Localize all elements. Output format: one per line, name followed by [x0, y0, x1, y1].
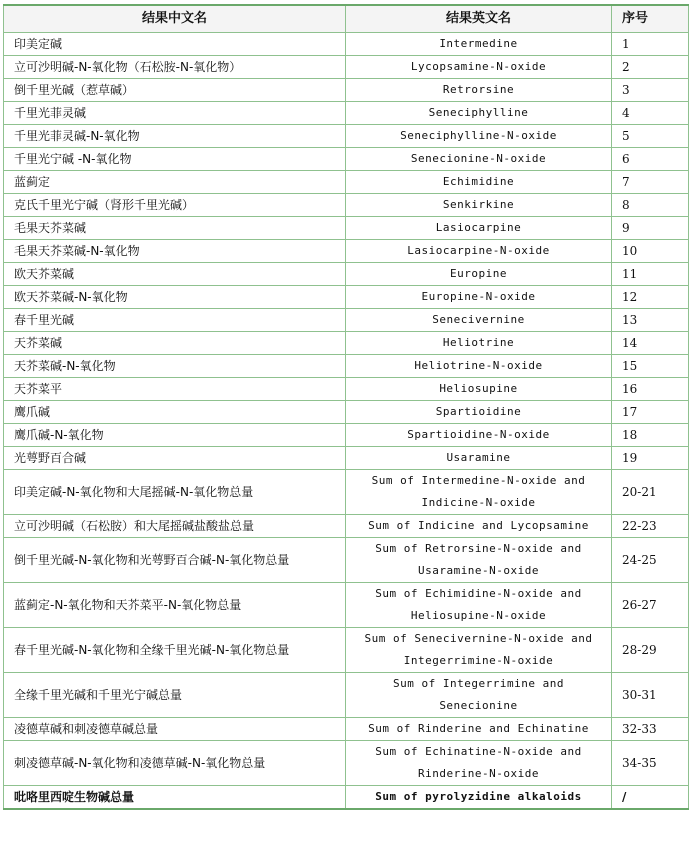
english-name-cell: Sum of Rinderine and Echinatine: [346, 718, 612, 741]
table-row: [4, 538, 689, 583]
serial-number-cell: 1: [612, 33, 689, 56]
english-name-cell: Senecionine-N-oxide: [346, 148, 612, 171]
english-name-cell: Lasiocarpine: [346, 217, 612, 240]
english-name-cell: Senecivernine: [346, 309, 612, 332]
table-row: [4, 56, 689, 79]
serial-number-cell: 18: [612, 424, 689, 447]
chinese-name-cell: 蓝蓟定: [4, 171, 346, 194]
english-name-cell: Heliotrine: [346, 332, 612, 355]
chinese-name-cell: 春千里光碱: [4, 309, 346, 332]
english-name-cell: Seneciphylline-N-oxide: [346, 125, 612, 148]
serial-number-cell: 19: [612, 447, 689, 470]
english-name-cell: Lycopsamine-N-oxide: [346, 56, 612, 79]
serial-number-cell: 16: [612, 378, 689, 401]
table-row: [4, 240, 689, 263]
serial-number-cell: 17: [612, 401, 689, 424]
table-row: [4, 424, 689, 447]
english-name-cell: Senkirkine: [346, 194, 612, 217]
table-row: [4, 217, 689, 240]
table-row: [4, 148, 689, 171]
english-name-cell: Sum of Intermedine-N-oxide and Indicine-N-oxide: [346, 470, 612, 515]
english-name-cell: Heliotrine-N-oxide: [346, 355, 612, 378]
serial-number-cell: 11: [612, 263, 689, 286]
table-row: [4, 263, 689, 286]
chinese-name-cell: 鹰爪碱: [4, 401, 346, 424]
chinese-name-cell: 刺凌德草碱-N-氧化物和凌德草碱-N-氧化物总量: [4, 741, 346, 786]
serial-number-cell: 7: [612, 171, 689, 194]
english-name-cell: Sum of Integerrimine and Senecionine: [346, 673, 612, 718]
english-name-cell: Europine-N-oxide: [346, 286, 612, 309]
table-row: [4, 332, 689, 355]
chinese-name-cell: 凌德草碱和刺凌德草碱总量: [4, 718, 346, 741]
english-name-cell: Sum of Indicine and Lycopsamine: [346, 515, 612, 538]
chinese-name-cell: 欧天芥菜碱: [4, 263, 346, 286]
serial-number-cell: 13: [612, 309, 689, 332]
table-header-row: [4, 5, 689, 33]
serial-number-cell: 32-33: [612, 718, 689, 741]
english-name-cell: Retrorsine: [346, 79, 612, 102]
chinese-name-cell: 春千里光碱-N-氧化物和全缘千里光碱-N-氧化物总量: [4, 628, 346, 673]
english-name-cell: Sum of Echimidine-N-oxide and Heliosupine-N-oxide: [346, 583, 612, 628]
total-row: [4, 786, 689, 810]
table-row: [4, 401, 689, 424]
chinese-name-cell: 毛果天芥菜碱: [4, 217, 346, 240]
table-row: [4, 447, 689, 470]
chinese-name-cell: 毛果天芥菜碱-N-氧化物: [4, 240, 346, 263]
serial-number-cell: 26-27: [612, 583, 689, 628]
table-row: [4, 718, 689, 741]
chinese-name-cell: 欧天芥菜碱-N-氧化物: [4, 286, 346, 309]
chinese-name-cell: 千里光宁碱 -N-氧化物: [4, 148, 346, 171]
table-row: [4, 378, 689, 401]
english-name-cell: Spartioidine: [346, 401, 612, 424]
results-table-container: [3, 4, 688, 810]
english-name-cell: Sum of Echinatine-N-oxide and Rinderine-N-oxide: [346, 741, 612, 786]
table-row: [4, 583, 689, 628]
table-row: [4, 79, 689, 102]
english-name-cell: Usaramine: [346, 447, 612, 470]
serial-number-cell: 4: [612, 102, 689, 125]
serial-number-cell: 8: [612, 194, 689, 217]
header-chinese-name: 结果中文名: [4, 5, 346, 33]
table-row: [4, 355, 689, 378]
serial-number-cell: 12: [612, 286, 689, 309]
english-name-cell: Spartioidine-N-oxide: [346, 424, 612, 447]
chinese-name-cell: 印美定碱: [4, 33, 346, 56]
serial-number-cell: 2: [612, 56, 689, 79]
serial-number-cell: 15: [612, 355, 689, 378]
total-chinese-name: 吡咯里西啶生物碱总量: [4, 786, 346, 810]
table-row: [4, 309, 689, 332]
english-name-cell: Seneciphylline: [346, 102, 612, 125]
table-row: [4, 286, 689, 309]
chinese-name-cell: 天芥菜碱-N-氧化物: [4, 355, 346, 378]
serial-number-cell: 24-25: [612, 538, 689, 583]
serial-number-cell: 20-21: [612, 470, 689, 515]
english-name-cell: Lasiocarpine-N-oxide: [346, 240, 612, 263]
total-english-name: Sum of pyrolyzidine alkaloids: [346, 786, 612, 810]
serial-number-cell: 30-31: [612, 673, 689, 718]
chinese-name-cell: 千里光菲灵碱: [4, 102, 346, 125]
table-body: [4, 33, 689, 810]
chinese-name-cell: 千里光菲灵碱-N-氧化物: [4, 125, 346, 148]
chinese-name-cell: 倒千里光碱（惹草碱）: [4, 79, 346, 102]
english-name-cell: Intermedine: [346, 33, 612, 56]
total-serial-number: /: [612, 786, 689, 810]
serial-number-cell: 5: [612, 125, 689, 148]
english-name-cell: Sum of Senecivernine-N-oxide and Integerrimine-N-oxide: [346, 628, 612, 673]
chinese-name-cell: 立可沙明碱-N-氧化物（石松胺-N-氧化物）: [4, 56, 346, 79]
chinese-name-cell: 鹰爪碱-N-氧化物: [4, 424, 346, 447]
serial-number-cell: 10: [612, 240, 689, 263]
results-table: [3, 4, 689, 810]
chinese-name-cell: 天芥菜碱: [4, 332, 346, 355]
serial-number-cell: 3: [612, 79, 689, 102]
table-row: [4, 673, 689, 718]
english-name-cell: Sum of Retrorsine-N-oxide and Usaramine-N-oxide: [346, 538, 612, 583]
chinese-name-cell: 蓝蓟定-N-氧化物和天芥菜平-N-氧化物总量: [4, 583, 346, 628]
english-name-cell: Europine: [346, 263, 612, 286]
chinese-name-cell: 立可沙明碱（石松胺）和大尾摇碱盐酸盐总量: [4, 515, 346, 538]
chinese-name-cell: 印美定碱-N-氧化物和大尾摇碱-N-氧化物总量: [4, 470, 346, 515]
table-row: [4, 515, 689, 538]
serial-number-cell: 6: [612, 148, 689, 171]
chinese-name-cell: 全缘千里光碱和千里光宁碱总量: [4, 673, 346, 718]
header-serial-number: 序号: [612, 5, 689, 33]
english-name-cell: Heliosupine: [346, 378, 612, 401]
chinese-name-cell: 克氏千里光宁碱（肾形千里光碱）: [4, 194, 346, 217]
table-row: [4, 194, 689, 217]
chinese-name-cell: 光萼野百合碱: [4, 447, 346, 470]
serial-number-cell: 22-23: [612, 515, 689, 538]
english-name-cell: Echimidine: [346, 171, 612, 194]
header-english-name: 结果英文名: [346, 5, 612, 33]
serial-number-cell: 14: [612, 332, 689, 355]
table-row: [4, 741, 689, 786]
table-row: [4, 102, 689, 125]
table-row: [4, 171, 689, 194]
chinese-name-cell: 天芥菜平: [4, 378, 346, 401]
table-row: [4, 470, 689, 515]
serial-number-cell: 28-29: [612, 628, 689, 673]
serial-number-cell: 9: [612, 217, 689, 240]
table-row: [4, 125, 689, 148]
chinese-name-cell: 倒千里光碱-N-氧化物和光萼野百合碱-N-氧化物总量: [4, 538, 346, 583]
table-row: [4, 628, 689, 673]
serial-number-cell: 34-35: [612, 741, 689, 786]
table-row: [4, 33, 689, 56]
